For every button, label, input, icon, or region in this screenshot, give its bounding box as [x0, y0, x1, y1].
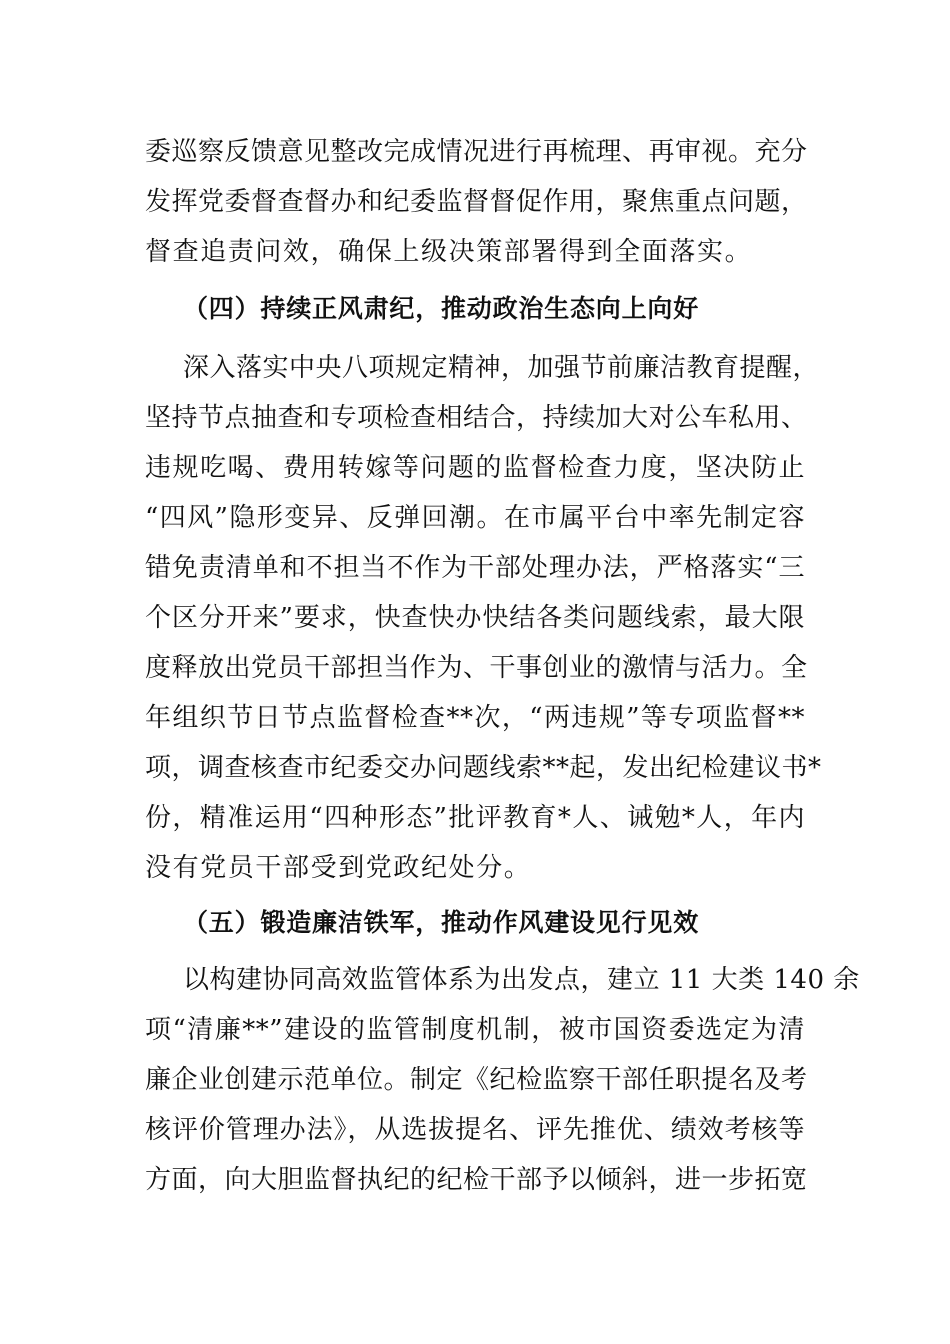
paragraph-line: 违规吃喝、费用转嫁等问题的监督检查力度，坚决防止	[145, 453, 805, 483]
paragraph-line: 督查追责问效，确保上级决策部署得到全面落实。	[145, 237, 753, 267]
paragraph-line: 廉企业创建示范单位。制定《纪检监察干部任职提名及考	[145, 1065, 808, 1095]
paragraph-line: 份，精准运用“四种形态”批评教育*人、诫勉*人，年内	[145, 803, 805, 833]
paragraph-line: “四风”隐形变异、反弹回潮。在市属平台中率先制定容	[145, 503, 805, 533]
paragraph-line: 年组织节日节点监督检查**次，“两违规”等专项监督**	[145, 703, 805, 733]
paragraph-line: 项，调查核查市纪委交办问题线索**起，发出纪检建议书*	[145, 753, 822, 783]
section-heading-5: （五）锻造廉洁铁军，推动作风建设见行见效	[183, 908, 700, 937]
paragraph-line: 核评价管理办法》，从选拔提名、评先推优、绩效考核等	[145, 1115, 805, 1145]
paragraph-line: 项“清廉**”建设的监管制度机制，被市国资委选定为清	[145, 1015, 805, 1045]
paragraph-line: 坚持节点抽查和专项检查相结合，持续加大对公车私用、	[145, 403, 808, 433]
paragraph-line: 以构建协同高效监管体系为出发点，建立 11 大类 140 余	[183, 965, 860, 995]
paragraph-line: 错免责清单和不担当不作为干部处理办法，严格落实“三	[145, 553, 805, 583]
section-heading-4: （四）持续正风肃纪，推动政治生态向上向好	[183, 294, 700, 323]
paragraph-line: 个区分开来”要求，快查快办快结各类问题线索，最大限	[145, 603, 805, 633]
paragraph-line: 深入落实中央八项规定精神，加强节前廉洁教育提醒，	[183, 353, 820, 383]
paragraph-line: 方面，向大胆监督执纪的纪检干部予以倾斜，进一步拓宽	[145, 1165, 808, 1195]
paragraph-line: 发挥党委督查督办和纪委监督督促作用，聚焦重点问题，	[145, 187, 808, 217]
paragraph-line: 度释放出党员干部担当作为、干事创业的激情与活力。全	[145, 653, 808, 683]
paragraph-line: 没有党员干部受到党政纪处分。	[145, 853, 532, 883]
paragraph-line: 委巡察反馈意见整改完成情况进行再梳理、再审视。充分	[145, 137, 808, 167]
